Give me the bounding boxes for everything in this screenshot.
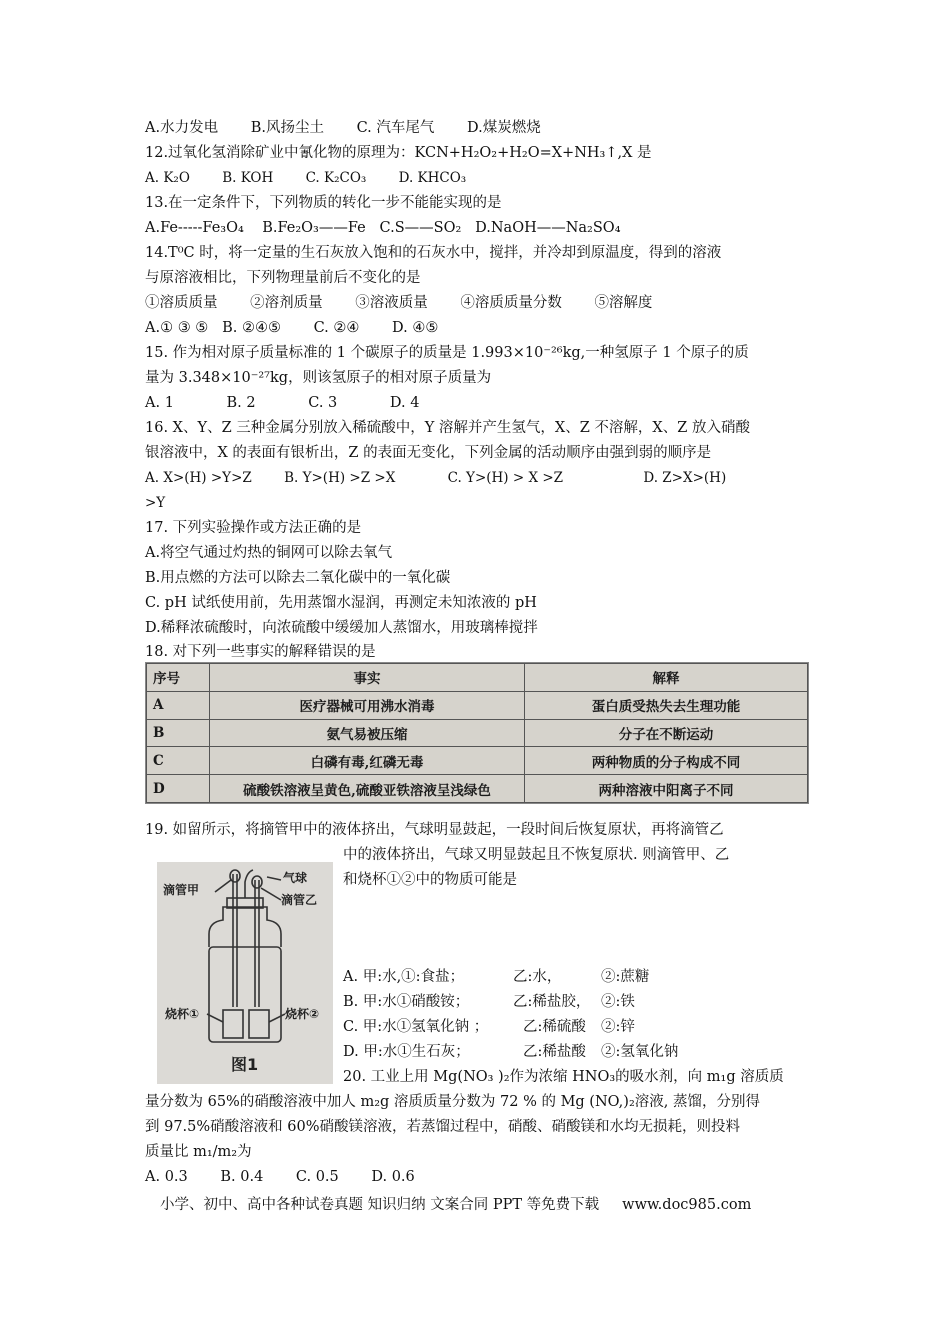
q13-stem: 13.在一定条件下，下列物质的转化一步不能能实现的是 <box>145 195 502 211</box>
q18-table <box>145 662 809 804</box>
q15-stem-1: 15. 作为相对原子质量标准的 1 个碳原子的质量是 1.993×10⁻²⁶kg,一种氢原子 1 个原子的质 <box>145 345 749 361</box>
q20-stem-3: 到 97.5%硝酸溶液和 60%硝酸镁溶液，若蒸馏过程中，硝酸、硝酸镁和水均无损耗，则投料 <box>145 1119 741 1135</box>
q12-stem: 12.过氧化氢消除矿业中氰化物的原理为：KCN+H₂O₂+H₂O=X+NH₃↑,X 是 <box>145 145 652 161</box>
table-row: C 白磷有毒,红磷无毒 两种物质的分子构成不同 <box>147 747 808 775</box>
q11-options: A.水力发电 B.风扬尘土 C. 汽车尾气 D.煤炭燃烧 <box>145 120 541 136</box>
q19-stem-1: 19. 如留所示，将摘管甲中的液体挤出，气球明显鼓起，一段时间后恢复原状，再将滴管乙 <box>145 822 724 838</box>
q19-stem-2: 中的液体挤出，气球又明显鼓起且不恢复原状. 则滴管甲、乙 <box>343 847 730 863</box>
q13-options: A.Fe-----Fe₃O₄ B.Fe₂O₃——Fe C.S——SO₂ D.NaOH——Na₂SO₄ <box>145 220 621 236</box>
q19-option-c: C. 甲:水①氢氧化钠 ； 乙:稀硫酸 ②:锌 <box>343 1019 635 1035</box>
q15-stem-2: 量为 3.348×10⁻²⁷kg，则该氢原子的相对原子质量为 <box>145 370 492 386</box>
footer-url[interactable]: www.doc985.com <box>622 1197 752 1213</box>
q16-stem-2: 银溶液中，X 的表面有银析出，Z 的表面无变化，下列金属的活动顺序由强到弱的顺序是 <box>145 445 712 461</box>
q17-option-c: C. pH 试纸使用前，先用蒸馏水湿润，再测定未知浓液的 pH <box>145 595 537 611</box>
q20-options: A. 0.3 B. 0.4 C. 0.5 D. 0.6 <box>145 1169 415 1185</box>
q14-items: ①溶质质量 ②溶剂质量 ③溶液质量 ④溶质质量分数 ⑤溶解度 <box>145 295 653 311</box>
q14-stem-2: 与原溶液相比，下列物理量前后不变化的是 <box>145 270 421 286</box>
figure-label-beaker-1: 烧杯① <box>165 1007 200 1021</box>
q17-stem: 17. 下列实验操作或方法正确的是 <box>145 520 362 536</box>
q20-stem-1: 20. 工业上用 Mg(NO₃ )₂作为浓缩 HNO₃的吸水剂，向 m₁g 溶质质 <box>343 1069 784 1085</box>
footer-text: 小学、初中、高中各种试卷真题 知识归纳 文案合同 PPT 等免费下载 <box>160 1197 600 1213</box>
q19-option-b: B. 甲:水①硝酸铵； 乙:稀盐胶， ②:铁 <box>343 994 635 1010</box>
figure-label-dropper-a: 滴管甲 <box>163 883 200 897</box>
q14-options: A.① ③ ⑤ B. ②④⑤ C. ②④ D. ④⑤ <box>145 320 439 336</box>
q16-stem-1: 16. X、Y、Z 三种金属分别放入稀硫酸中，Y 溶解并产生氢气，X、Z 不溶解，X、Z 放入硝酸 <box>145 420 750 436</box>
table-row: B 氨气易被压缩 分子在不断运动 <box>147 719 808 747</box>
figure-label-dropper-b: 滴管乙 <box>281 893 318 907</box>
q16-options-wrap: >Y <box>145 495 166 511</box>
figure-label-beaker-2: 烧杯② <box>285 1007 320 1021</box>
q12-options: A. K₂O B. KOH C. K₂CO₃ D. KHCO₃ <box>145 170 467 186</box>
table-row: D 硫酸铁溶液呈黄色,硫酸亚铁溶液呈浅绿色 两种溶液中阳离子不同 <box>147 775 808 803</box>
q20-stem-4: 质量比 m₁/m₂为 <box>145 1144 252 1160</box>
q14-stem-1: 14.T⁰C 时，将一定量的生石灰放入饱和的石灰水中，搅拌，并冷却到原温度，得到的溶液 <box>145 245 722 261</box>
figure-label-balloon: 气球 <box>283 871 308 885</box>
footer <box>160 1193 751 1214</box>
q17-option-d: D.稀释浓硫酸时，向浓硫酸中缓缓加人蒸馏水，用玻璃棒搅拌 <box>145 620 538 636</box>
q15-options: A. 1 B. 2 C. 3 D. 4 <box>145 395 420 411</box>
q16-options: A. X>(H) >Y>Z B. Y>(H) >Z >X C. Y>(H) > X >Z D. Z>X>(H) <box>145 470 727 486</box>
q18-stem: 18. 对下列一些事实的解释错误的是 <box>145 644 376 660</box>
q20-stem-2: 量分数为 65%的硝酸溶液中加人 m₂g 溶质质量分数为 72 % 的 Mg (NO,)₂溶液, 蒸馏，分别得 <box>145 1094 760 1110</box>
q19-option-d: D. 甲:水①生石灰； 乙:稀盐酸 ②:氢氧化钠 <box>343 1044 679 1060</box>
q17-option-b: B.用点燃的方法可以除去二氧化碳中的一氧化碳 <box>145 570 451 586</box>
apparatus-figure <box>157 862 333 1084</box>
q17-option-a: A.将空气通过灼热的铜网可以除去氧气 <box>145 545 393 561</box>
figure-caption: 图1 <box>231 1055 259 1074</box>
q19-stem-3: 和烧杯①②中的物质可能是 <box>343 872 517 888</box>
table-header-row: 序号 事实 解释 <box>147 664 808 692</box>
q19-option-a: A. 甲:水,①:食盐； 乙:水， ②:蔗糖 <box>343 969 650 985</box>
table-row: A 医疗器械可用沸水消毒 蛋白质受热失去生理功能 <box>147 691 808 719</box>
